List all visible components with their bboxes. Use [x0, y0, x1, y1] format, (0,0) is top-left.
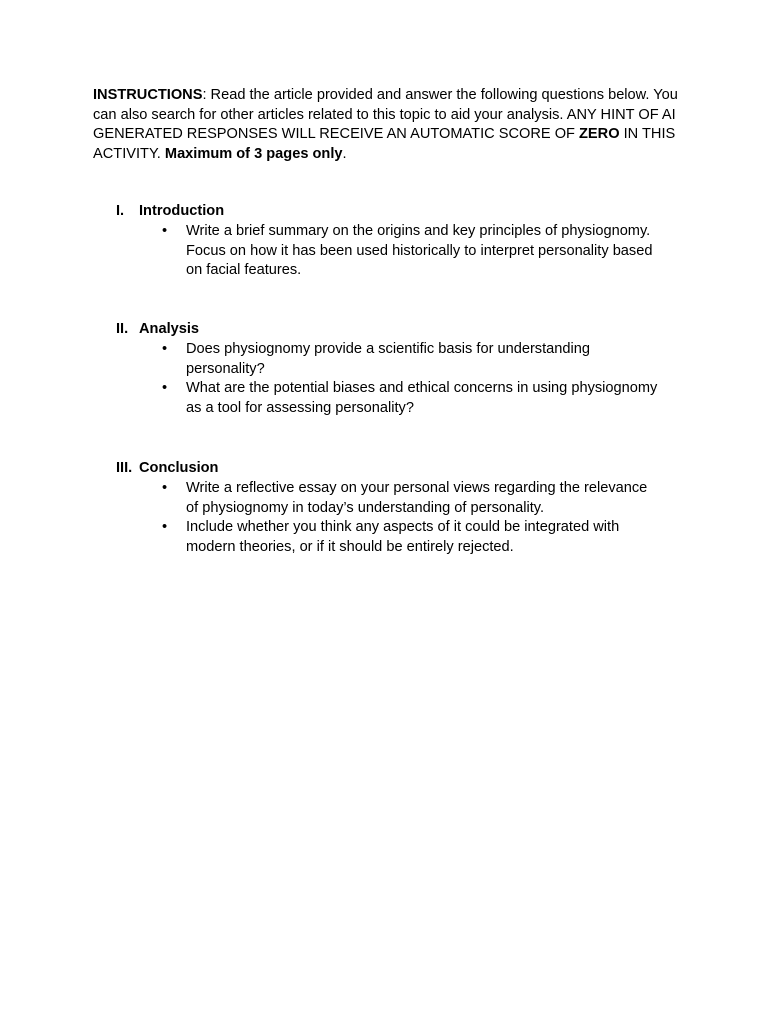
list-item-text: Write a reflective essay on your personal views regarding the relevance of physiognomy in today’s understanding of personality.	[186, 480, 648, 516]
section-title: Introduction	[139, 203, 225, 219]
list-item-text: Include whether you think any aspects of it could be integrated with modern theories, or if it should be entirely rejected.	[186, 519, 620, 555]
bullet-list	[93, 222, 693, 281]
section-analysis	[93, 320, 693, 418]
bullet-icon: •	[162, 223, 168, 239]
list-item	[93, 340, 661, 379]
bullet-icon: •	[162, 480, 168, 496]
instructions-text-2: IN THIS ACTIVITY.	[93, 126, 676, 162]
section-number: III.	[116, 460, 133, 476]
instructions-label: INSTRUCTIONS	[93, 87, 203, 103]
section-introduction	[93, 202, 693, 281]
list-item-text: Does physiognomy provide a scientific basis for understanding personality?	[186, 341, 590, 377]
list-item	[93, 379, 661, 418]
bullet-icon: •	[162, 341, 168, 357]
bullet-icon: •	[162, 380, 168, 396]
zero-emphasis: ZERO	[579, 126, 620, 142]
list-item	[93, 222, 661, 281]
section-conclusion	[93, 459, 693, 557]
list-item-text: What are the potential biases and ethical concerns in using physiognomy as a tool for assessing personality?	[186, 380, 658, 416]
section-heading	[93, 459, 693, 479]
section-number: II.	[116, 321, 129, 337]
section-title: Conclusion	[139, 460, 219, 476]
bullet-list	[93, 340, 693, 418]
list-item	[93, 518, 661, 557]
instructions-paragraph	[93, 86, 693, 164]
section-title: Analysis	[139, 321, 200, 337]
page-limit-emphasis: Maximum of 3 pages only	[164, 145, 343, 162]
section-heading	[93, 320, 693, 340]
bullet-icon: •	[162, 519, 168, 535]
section-number: I.	[116, 203, 125, 219]
section-heading	[93, 202, 693, 222]
instructions-text: : Read the article provided and answer the following questions below. You can also search for other articles related to this topic to aid your analysis. ANY HINT OF AI GENERATED RESPONSES WILL RECEIVE AN AUTOMATIC SCORE OF	[93, 87, 678, 142]
list-item-text: Write a brief summary on the origins and key principles of physiognomy. Focus on how it has been used historically to interpret personality based on facial features.	[186, 223, 653, 278]
instructions-period: .	[342, 145, 347, 162]
bullet-list	[93, 479, 693, 557]
list-item	[93, 479, 661, 518]
